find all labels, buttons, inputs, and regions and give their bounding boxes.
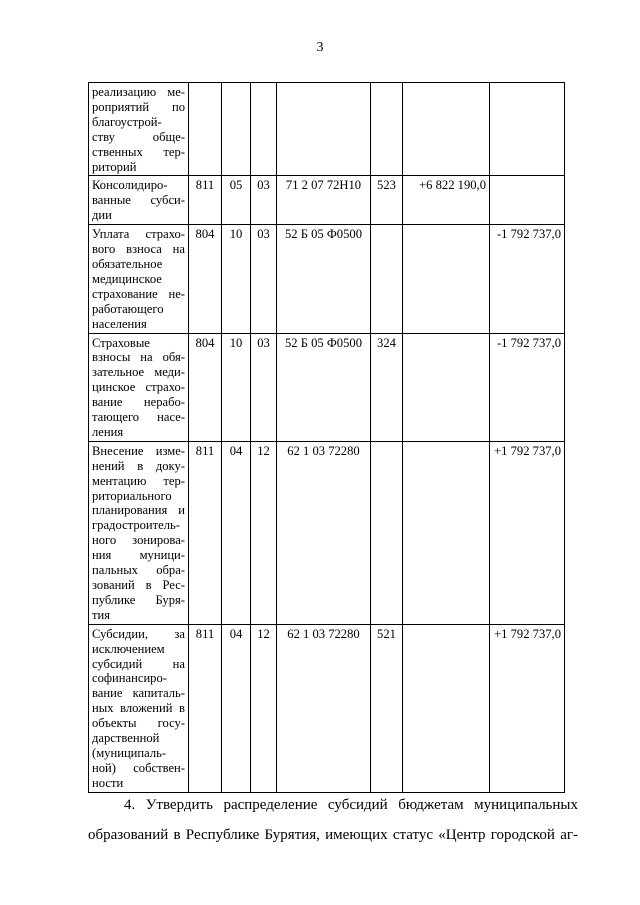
cell-section: 05 xyxy=(222,176,251,225)
item-name-line: ния муници- xyxy=(92,548,185,563)
cell-amount-2: +1 792 737,0 xyxy=(490,624,565,792)
item-name-line: населения xyxy=(92,316,147,331)
cell-amount-2 xyxy=(490,83,565,176)
item-name-line: цинское страхо- xyxy=(92,380,185,395)
item-name-line: ственных тер- xyxy=(92,144,185,159)
item-name-line: зательное меди- xyxy=(92,365,185,380)
cell-target-article: 52 Б 05 Ф0500 xyxy=(277,225,371,333)
cell-amount-1 xyxy=(403,225,490,333)
table-body xyxy=(89,83,565,793)
cell-target-article: 52 Б 05 Ф0500 xyxy=(277,333,371,441)
item-name-line: ного зонирова- xyxy=(92,533,185,548)
item-name-line: вание нерабо- xyxy=(92,395,185,410)
item-name-line: Консолидиро- xyxy=(92,178,168,193)
cell-amount-1 xyxy=(403,333,490,441)
cell-ved-code: 811 xyxy=(189,624,222,792)
cell-section: 10 xyxy=(222,333,251,441)
cell-amount-2: -1 792 737,0 xyxy=(490,225,565,333)
cell-subsection: 12 xyxy=(251,624,277,792)
page-number: 3 xyxy=(316,40,324,55)
item-name-line: ментацию тер- xyxy=(92,473,185,488)
cell-section: 10 xyxy=(222,225,251,333)
item-name-line: реализацию ме- xyxy=(92,85,185,99)
cell-expense-type xyxy=(371,441,403,624)
item-name-line: Внесение изме- xyxy=(92,443,185,458)
item-name-line: исключением xyxy=(92,641,165,656)
item-name-line: объекты госу- xyxy=(92,716,185,731)
cell-amount-1: +6 822 190,0 xyxy=(403,176,490,225)
cell-section: 04 xyxy=(222,441,251,624)
cell-item-name xyxy=(89,83,189,176)
item-name-line: вого взноса на xyxy=(92,242,185,257)
item-name-line: дарственной xyxy=(92,731,160,746)
table-row xyxy=(89,225,565,333)
cell-ved-code: 804 xyxy=(189,225,222,333)
item-name-line: взносы на обя- xyxy=(92,350,185,365)
item-name-line: нений в доку- xyxy=(92,458,185,473)
item-name-line: дии xyxy=(92,208,112,223)
item-name-line: обязательное xyxy=(92,256,163,271)
item-name-line: роприятий по xyxy=(92,99,185,114)
cell-amount-2 xyxy=(490,176,565,225)
cell-subsection xyxy=(251,83,277,176)
item-name-line: риториального xyxy=(92,488,172,503)
item-name-line: (муниципаль- xyxy=(92,745,167,760)
item-name-line: ления xyxy=(92,424,124,439)
cell-expense-type xyxy=(371,83,403,176)
table-row xyxy=(89,83,565,176)
cell-ved-code xyxy=(189,83,222,176)
item-name-line: ной) собствен- xyxy=(92,760,185,775)
table-row xyxy=(89,333,565,441)
table-row xyxy=(89,441,565,624)
item-name-line: тающего насе- xyxy=(92,410,185,425)
item-name-line: Уплата страхо- xyxy=(92,227,185,242)
item-name-line: работающего xyxy=(92,301,164,316)
budget-changes-table xyxy=(88,82,565,793)
cell-expense-type: 324 xyxy=(371,333,403,441)
cell-item-name xyxy=(89,624,189,792)
paragraph-line-2: образований в Республике Бурятия, имеющих статус «Центр городской аг- xyxy=(88,827,578,843)
paragraph-line-1: 4. Утвердить распределение субсидий бюджетам муниципальных xyxy=(124,797,578,813)
item-name-line: благоустрой- xyxy=(92,114,162,129)
cell-target-article: 62 1 03 72280 xyxy=(277,441,371,624)
item-name-line: пальных обра- xyxy=(92,563,185,578)
cell-subsection: 03 xyxy=(251,176,277,225)
cell-item-name xyxy=(89,176,189,225)
cell-amount-1 xyxy=(403,441,490,624)
cell-amount-2: -1 792 737,0 xyxy=(490,333,565,441)
cell-section: 04 xyxy=(222,624,251,792)
item-name-line: градостроитель- xyxy=(92,518,180,533)
cell-item-name xyxy=(89,225,189,333)
cell-target-article xyxy=(277,83,371,176)
cell-item-name xyxy=(89,441,189,624)
cell-section xyxy=(222,83,251,176)
cell-target-article: 62 1 03 72280 xyxy=(277,624,371,792)
item-name-line: планирования и xyxy=(92,503,185,518)
item-name-line: страхование не- xyxy=(92,286,185,301)
item-name-line: ности xyxy=(92,775,124,790)
item-name-line: ству обще- xyxy=(92,129,185,144)
item-name-line: зований в Рес- xyxy=(92,578,185,592)
cell-expense-type: 523 xyxy=(371,176,403,225)
cell-expense-type xyxy=(371,225,403,333)
item-name-line: ных вложений в xyxy=(92,701,185,716)
cell-ved-code: 811 xyxy=(189,441,222,624)
item-name-line: Субсидии, за xyxy=(92,626,185,641)
item-name-line: медицинское xyxy=(92,271,162,286)
cell-amount-1 xyxy=(403,624,490,792)
item-name-line: риторий xyxy=(92,159,137,174)
item-name-line: вание капиталь- xyxy=(92,686,185,701)
table-row xyxy=(89,176,565,225)
cell-ved-code: 804 xyxy=(189,333,222,441)
cell-subsection: 03 xyxy=(251,225,277,333)
cell-amount-2: +1 792 737,0 xyxy=(490,441,565,624)
cell-amount-1 xyxy=(403,83,490,176)
item-name-line: публике Буря- xyxy=(92,592,185,607)
cell-expense-type: 521 xyxy=(371,624,403,792)
cell-target-article: 71 2 07 72Н10 xyxy=(277,176,371,225)
item-name-line: тия xyxy=(92,607,111,622)
cell-subsection: 12 xyxy=(251,441,277,624)
item-name-line: ванные субси- xyxy=(92,193,185,208)
cell-item-name xyxy=(89,333,189,441)
cell-subsection: 03 xyxy=(251,333,277,441)
item-name-line: Страховые xyxy=(92,335,150,350)
item-name-line: софинансиро- xyxy=(92,671,167,686)
item-name-line: субсидий на xyxy=(92,656,185,671)
table-row xyxy=(89,624,565,792)
cell-ved-code: 811 xyxy=(189,176,222,225)
